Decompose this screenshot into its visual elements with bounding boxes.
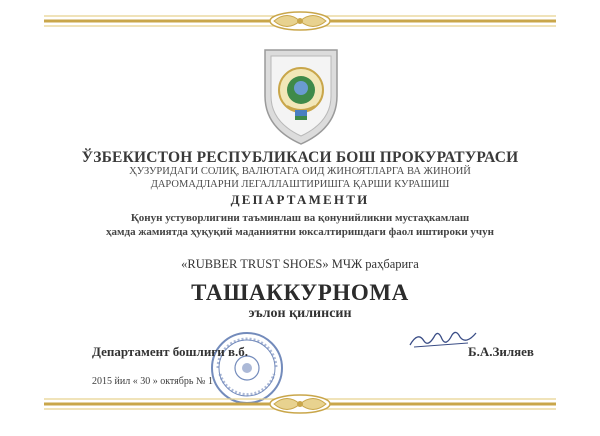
certificate-title: ТАШАККУРНОМА [191,280,409,305]
certificate-subtitle: эълон қилинсин [248,306,352,321]
signer-role: Департамент бошлиғи в.б. [92,344,248,359]
org-line-4: ДЕПАРТАМЕНТИ [230,192,370,207]
bottom-ornament-band [44,393,556,415]
top-ornament-band [44,10,556,32]
signer-name: Б.А.Зиляев [468,344,534,359]
issue-date-number: 2015 йил « 30 » октябрь № 1 [92,376,213,387]
purpose-line-1: Қонун устуворлигини таъминлаш ва қонунийликни мустаҳкамлаш [130,212,470,224]
prosecutor-emblem [257,44,345,148]
org-line-3: ДАРОМАДЛАРНИ ЛЕГАЛЛАШТИРИШГА ҚАРШИ КУРАШИШ [150,179,450,190]
org-line-2: ҲУЗУРИДАГИ СОЛИҚ, ВАЛЮТАГА ОИД ЖИНОЯТЛАРГА ВА ЖИНОИЙ [129,166,471,177]
org-line-1: ЎЗБЕКИСТОН РЕСПУБЛИКАСИ БОШ ПРОКУРАТУРАСИ [81,149,519,166]
purpose-line-2: ҳамда жамиятда ҳуқуқий маданиятни юксалтиришдаги фаол иштироки учун [106,226,494,238]
recipient-line: «RUBBER TRUST SHOES» МЧЖ раҳбарига [181,257,419,271]
